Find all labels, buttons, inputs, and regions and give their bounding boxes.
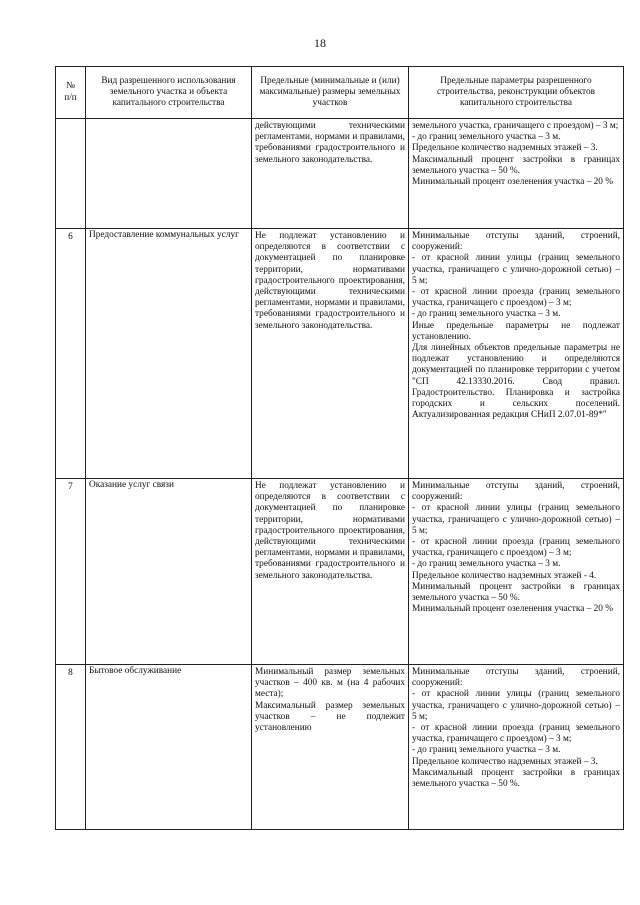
cell-paragraph: - от красной линии проезда (границ земельного участка, граничащего с проездом) – 3 м;	[412, 537, 620, 559]
header-params: Предельные параметры разрешенного строительства, реконструкции объектов капитального строительства	[409, 67, 624, 119]
cell-paragraph: земельного участка, граничащего с проездом) – 3 м;	[412, 121, 619, 131]
cell-paragraph: - от красной линии улицы (границ земельного участка, граничащего с улично-дорожной сетью) – 5 м;	[412, 253, 620, 286]
row-num: 6	[56, 229, 86, 479]
cell-paragraph: Минимальные отступы зданий, строений, сооружений:	[412, 481, 620, 503]
header-kind: Вид разрешенного использования земельного участка и объекта капитального строительства	[86, 67, 252, 119]
cell-paragraph: Максимальный размер земельных участков – не подлежит установлению	[255, 700, 405, 734]
cell-paragraph: - до границ земельного участка – 3 м.	[412, 559, 561, 570]
table-row	[56, 479, 624, 665]
cell-paragraph: Минимальные отступы зданий, строений, сооружений:	[412, 667, 620, 689]
row-limits	[252, 119, 409, 229]
row-num: 7	[56, 479, 86, 665]
row-params	[409, 479, 624, 665]
cell-paragraph: Максимальный процент застройки в границах земельного участка – 50 %.	[412, 154, 620, 176]
row-num: 8	[56, 665, 86, 830]
cell-paragraph: - до границ земельного участка – 3 м.	[412, 132, 561, 143]
regulations-table	[55, 66, 624, 830]
cell-paragraph: Минимальный процент застройки в границах земельного участка – 50 %.	[412, 581, 620, 604]
table-row	[56, 229, 624, 479]
row-params	[409, 665, 624, 830]
cell-paragraph: действующими техническими регламентами, нормами и правилами, требованиями градостроительного и земельного законодательства.	[255, 121, 405, 165]
row-kind: Предоставление коммунальных услуг	[86, 229, 252, 479]
cell-paragraph: Предельное количество надземных этажей – 3.	[412, 756, 598, 767]
cell-paragraph: - до границ земельного участка – 3 м.	[412, 309, 561, 320]
table-row	[56, 665, 624, 830]
page-number: 18	[314, 36, 326, 50]
header-limits: Предельные (минимальные и (или) максимальные) размеры земельных участков	[252, 67, 409, 119]
header-num: № п/п	[56, 67, 86, 119]
cell-paragraph: - от красной линии проезда (границ земельного участка, граничащего с проездом) – 3 м;	[412, 287, 620, 309]
row-kind: Бытовое обслуживание	[86, 665, 252, 830]
row-limits	[252, 479, 409, 665]
cell-paragraph: Предельное количество надземных этажей – 3.	[412, 143, 598, 154]
cell-paragraph: - до границ земельного участка – 3 м.	[412, 745, 561, 756]
cell-paragraph: Минимальные отступы зданий, строений, сооружений:	[412, 231, 620, 253]
cell-paragraph: Максимальный процент застройки в границах земельного участка – 50 %.	[412, 767, 620, 790]
row-kind	[86, 119, 252, 229]
cell-paragraph: Не подлежат установлению и определяются в соответствии с документацией по планировке территории, нормативами градостроительного проектирования, действующими техническими регламентами, нормами и правилами, требованиями градостроительного и земельного законодательства.	[255, 231, 405, 331]
row-limits	[252, 665, 409, 830]
cell-paragraph: Минимальный размер земельных участков – 400 кв. м (на 4 рабочих места);	[255, 667, 405, 700]
cell-paragraph: - от красной линии улицы (границ земельного участка, граничащего с улично-дорожной сетью) – 5 м;	[412, 503, 620, 536]
cell-paragraph: - от красной линии проезда (границ земельного участка, граничащего с проездом) – 3 м;	[412, 723, 620, 745]
row-kind: Оказание услуг связи	[86, 479, 252, 665]
cell-paragraph: Минимальный процент озеленения участка – 20 %	[412, 604, 614, 615]
cell-paragraph: Не подлежат установлению и определяются в соответствии с документацией по планировке территории, нормативами градостроительного проектирования, действующими техническими регламентами, нормами и правилами, требованиями градостроительного и земельного законодательства.	[255, 481, 405, 581]
cell-paragraph: Иные предельные параметры не подлежат установлению.	[412, 320, 620, 342]
table-row	[56, 119, 624, 229]
cell-paragraph: - от красной линии улицы (границ земельного участка, граничащего с улично-дорожной сетью) – 5 м;	[412, 689, 620, 722]
row-params	[409, 119, 624, 229]
row-num	[56, 119, 86, 229]
row-limits	[252, 229, 409, 479]
cell-paragraph: Для линейных объектов предельные параметры не подлежат установлению и определяются документацией по планировке территории с учетом "СП 42.13330.2016. Свод правил. Градостроительство. Планировка и застройка городских и сельских поселений. Актуализированная редакция СНиП 2.07.01-89*"	[412, 343, 620, 421]
cell-paragraph: Минимальный процент озеленения участка – 20 %	[412, 177, 614, 188]
cell-paragraph: Предельное количество надземных этажей - 4.	[412, 570, 597, 581]
row-params	[409, 229, 624, 479]
